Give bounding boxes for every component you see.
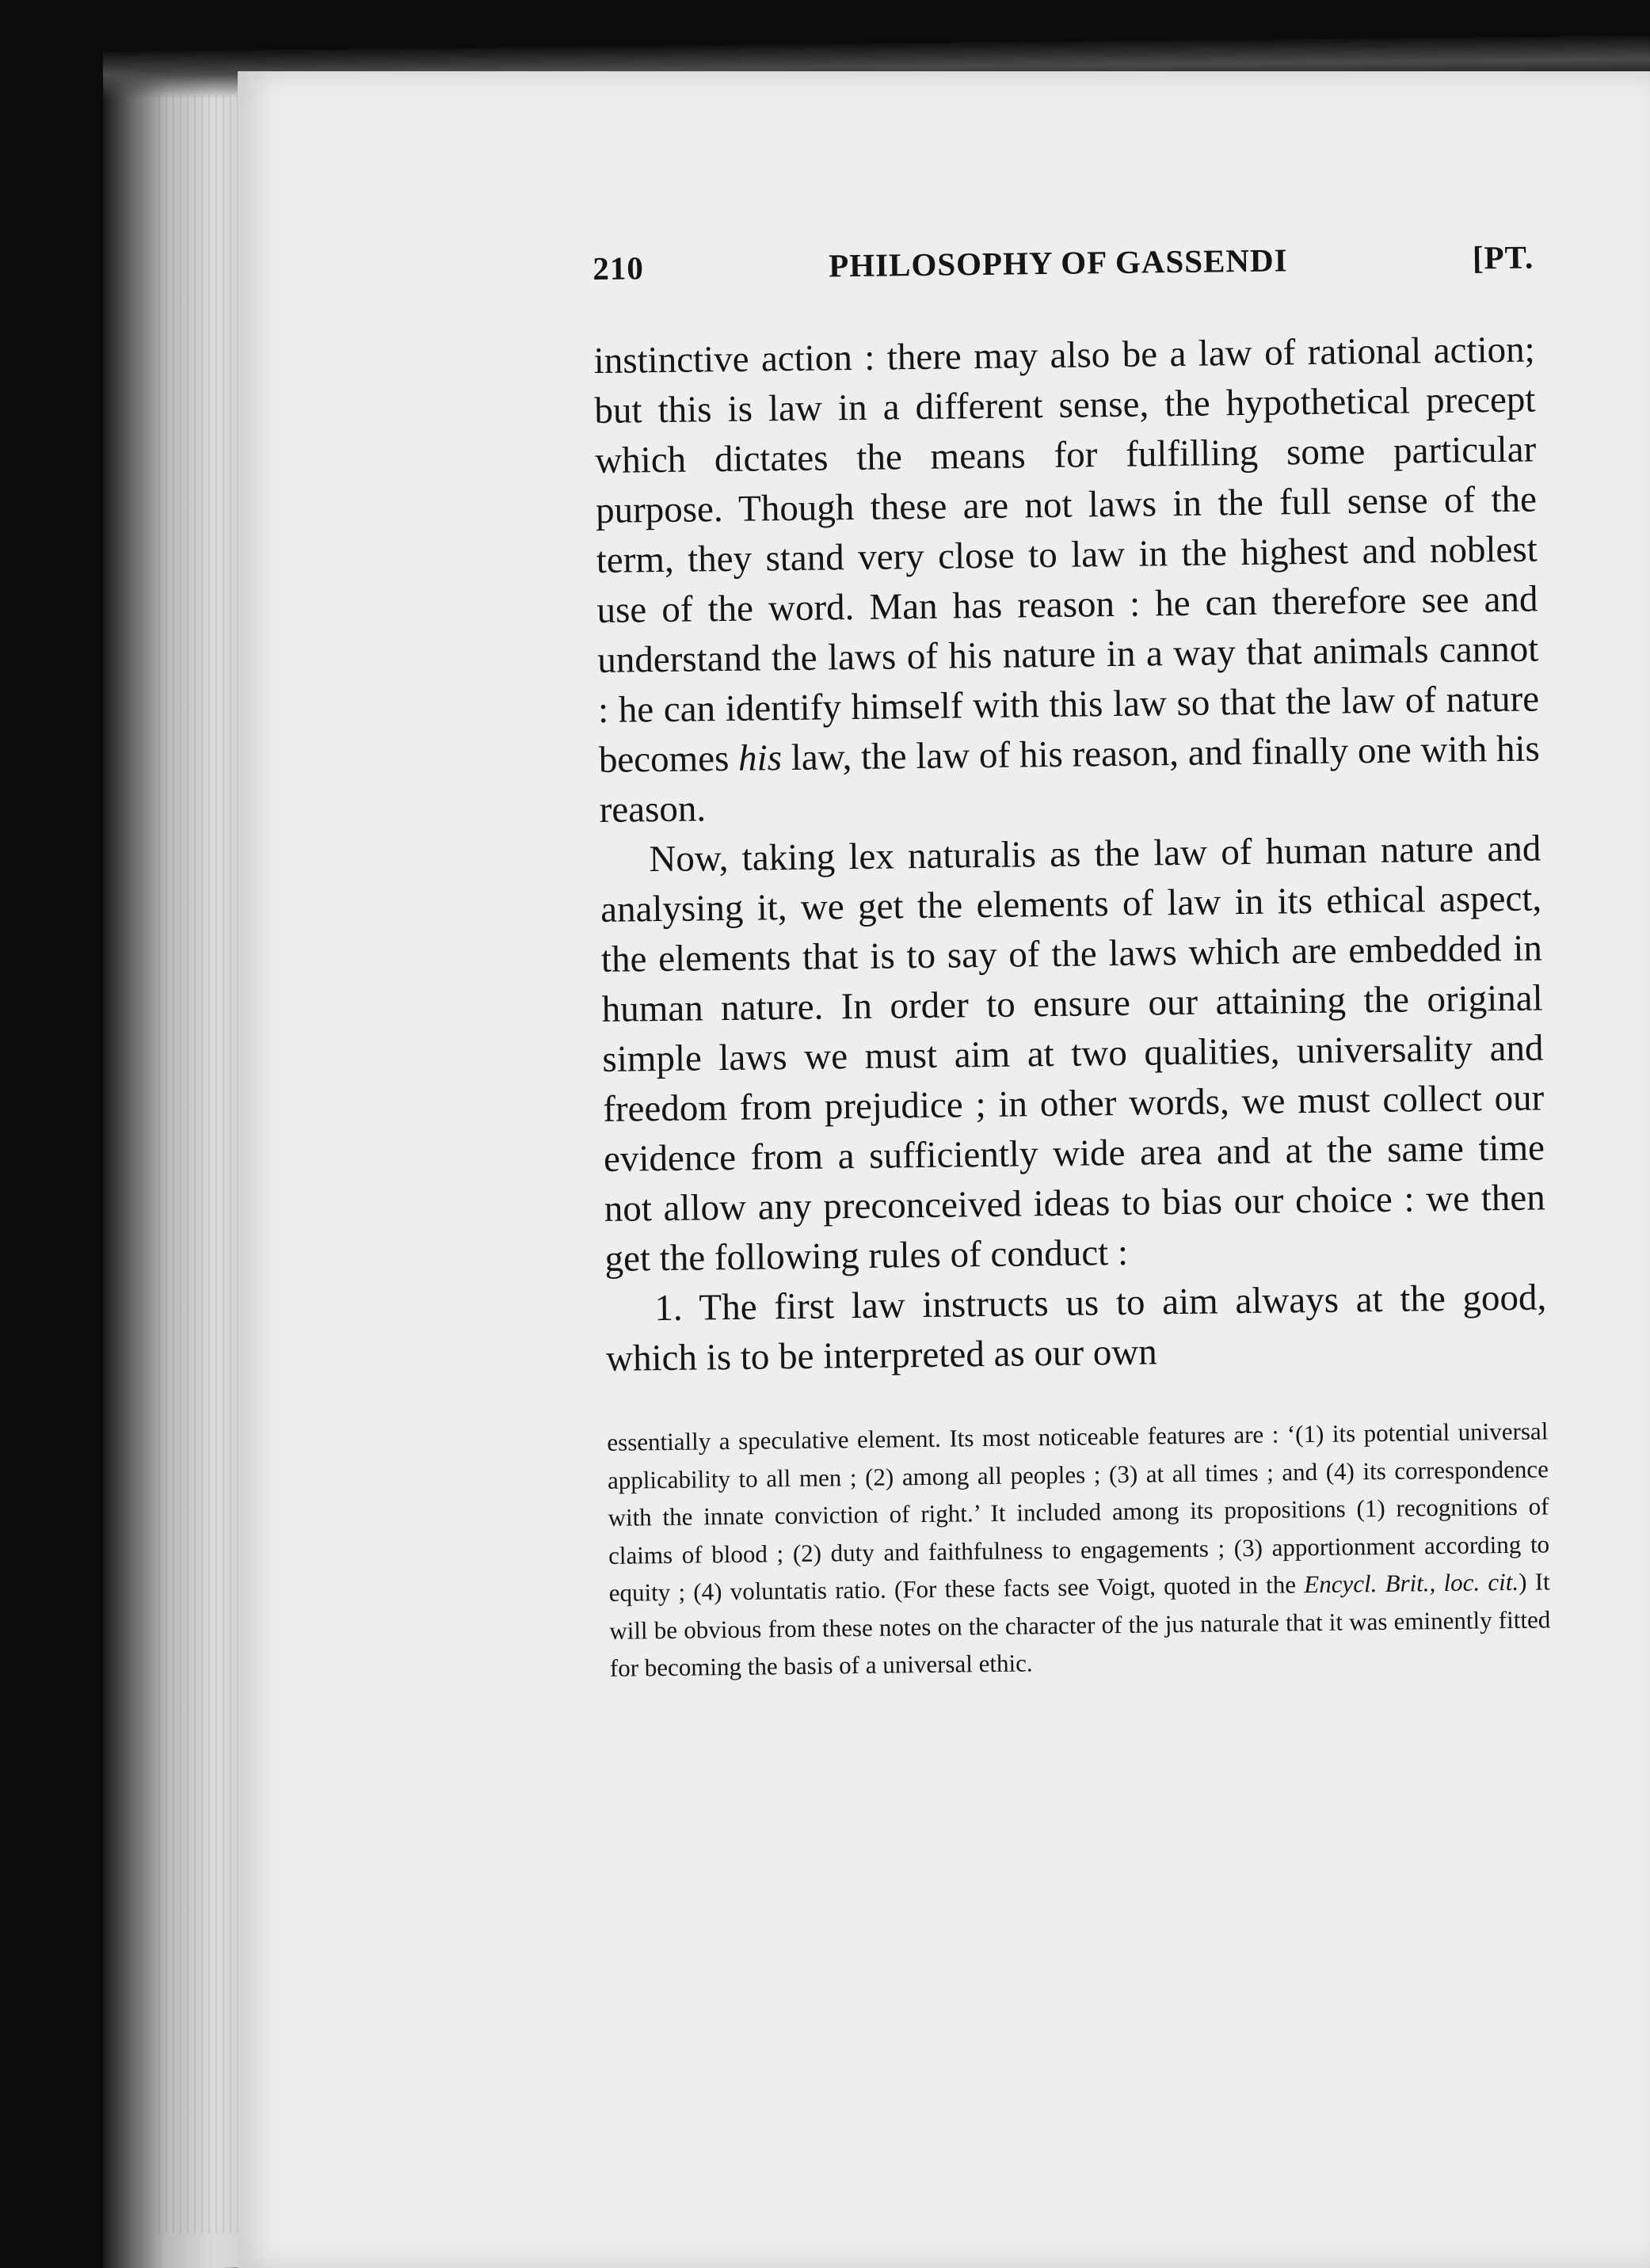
paragraph-text: 1. The first law instructs us to aim always at the good, which is to be interpreted as our own: [605, 1277, 1547, 1379]
part-mark: [PT.: [1472, 238, 1534, 276]
paragraph-2: [600, 824, 1546, 1284]
footnote-citation: Encycl. Brit., loc. cit.: [1304, 1567, 1519, 1599]
footnote: [607, 1412, 1551, 1687]
paragraph-text: law, the law of his reason, and finally one with his reason.: [599, 728, 1541, 831]
paragraph-1: [593, 325, 1541, 835]
paragraph-text: instinctive action : there may also be a law of rational action; but this is law in a different sense, the hypothetical precept which dictates the means for fulfilling some particular purpose. Though these are not laws in the full sense of the term, they stand very close to law in the highest and noblest use of the word. Man has reason : he can therefore see and understand the laws of his nature in a way that animals cannot : he can identify himself with this law so that the law of nature becomes: [593, 329, 1540, 781]
text-block: [593, 238, 1551, 1687]
emphasis: his: [737, 737, 783, 779]
footnote-text: essentially a speculative element. Its most noticeable features are : ‘(1) its potential universal applicability to all men ; (2) among all peoples ; (3) at all times ; and (4) its correspondence with the innate conviction of right.’ It included among its propositions (1) recognitions of claims of blood ; (2) duty and faithfulness to engagements ; (3) apportionment according to equity ; (4) voluntatis ratio. (For these facts see Voigt, quoted in the: [607, 1417, 1550, 1607]
paragraph-3: [605, 1273, 1547, 1384]
paragraph-text: Now, taking lex naturalis as the law of human nature and analysing it, we get the elements of law in its ethical aspect, the elements that is to say of the laws which are embedded in human nature. In order to ensure our attaining the original simple laws we must aim at two qualities, universality and freedom from prejudice ; in other words, we must collect our evidence from a sufficiently wide area and at the same time not allow any preconceived ideas to bias our choice : we then get the following rules of conduct :: [600, 828, 1546, 1280]
running-title: PHILOSOPHY OF GASSENDI: [828, 242, 1288, 284]
footnote-text: ) It will be obvious from these notes on the character of the jus naturale that it was eminently fitted for becoming the basis of a universal ethic.: [609, 1567, 1551, 1682]
page-number: 210: [593, 249, 645, 287]
